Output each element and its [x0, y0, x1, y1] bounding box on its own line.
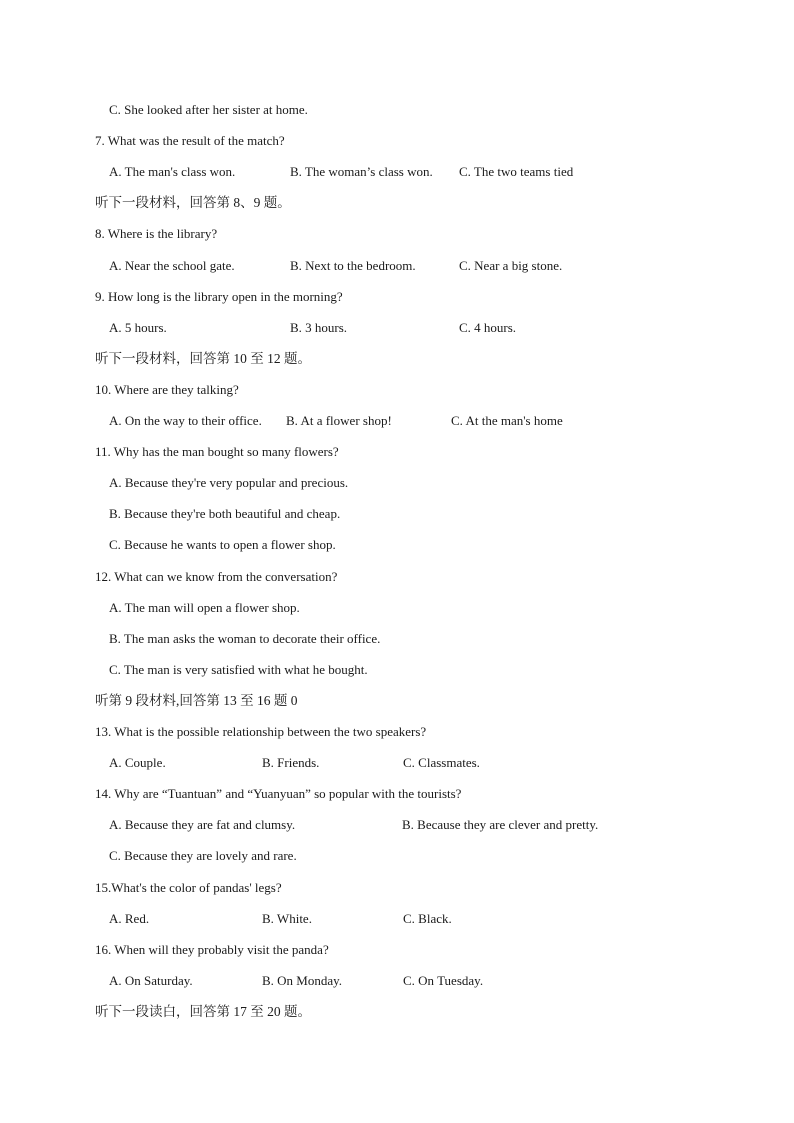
answer-option: C. Near a big stone.	[459, 257, 563, 273]
section-instruction: 听下一段材料，回答第 10 至 12 题。	[95, 350, 311, 366]
question-text: 11. Why has the man bought so many flowers?	[95, 444, 339, 460]
question-text: 8. Where is the library?	[95, 226, 218, 242]
answer-option: A. Near the school gate.	[109, 257, 235, 273]
answer-option: A. Red.	[109, 910, 150, 926]
answer-option: A. Because they are fat and clumsy.	[109, 817, 296, 833]
answer-option: A. Couple.	[109, 755, 166, 771]
section-instruction: 听第 9 段材料,回答第 13 至 16 题 0	[95, 692, 298, 708]
answer-option: B. At a flower shop!	[286, 413, 392, 428]
answer-option: B. Because they are clever and pretty.	[402, 817, 599, 833]
question-text: 9. How long is the library open in the morning?	[95, 288, 343, 304]
answer-option: B. Friends.	[262, 755, 320, 771]
question-text: 10. Where are they talking?	[95, 381, 239, 397]
answer-option: A. The man will open a flower shop.	[109, 599, 300, 615]
answer-option: C. She looked after her sister at home.	[109, 102, 308, 117]
answer-option: A. 5 hours.	[109, 319, 167, 335]
answer-option: C. Black.	[403, 910, 452, 926]
answer-option: C. Because they are lovely and rare.	[109, 848, 297, 864]
section-instruction: 听下一段读白，回答第 17 至 20 题。	[95, 1003, 311, 1019]
answer-option: C. At the man's home	[451, 413, 563, 428]
answer-option: B. Because they're both beautiful and cheap.	[109, 506, 341, 522]
answer-option: C. 4 hours.	[459, 319, 517, 335]
question-text: 16. When will they probably visit the panda?	[95, 941, 329, 957]
answer-option: B. The woman’s class won.	[290, 164, 433, 180]
answer-option: B. White.	[262, 910, 312, 926]
answer-option: A. On Saturday.	[109, 972, 193, 988]
answer-option: C. On Tuesday.	[403, 972, 484, 988]
answer-option: A. On the way to their office.	[109, 413, 262, 428]
question-text: 15.What's the color of pandas' legs?	[95, 879, 282, 895]
answer-option: B. On Monday.	[262, 972, 343, 988]
question-text: 12. What can we know from the conversation?	[95, 568, 338, 584]
answer-option: B. The man asks the woman to decorate their office.	[109, 630, 381, 646]
answer-option: C. The man is very satisfied with what he bought.	[109, 661, 368, 677]
answer-option: C. Classmates.	[403, 755, 480, 771]
answer-option: A. The man's class won.	[109, 164, 236, 180]
answer-option: A. Because they're very popular and precious.	[109, 475, 349, 491]
answer-option: C. The two teams tied	[459, 164, 574, 180]
answer-option: B. Next to the bedroom.	[290, 257, 416, 273]
answer-option: C. Because he wants to open a flower shop.	[109, 537, 336, 553]
question-text: 14. Why are “Tuantuan” and “Yuanyuan” so popular with the tourists?	[95, 786, 462, 802]
question-text: 7. What was the result of the match?	[95, 133, 285, 149]
question-text: 13. What is the possible relationship between the two speakers?	[95, 724, 427, 739]
answer-option: B. 3 hours.	[290, 319, 348, 335]
section-instruction: 听下一段材料，回答第 8、9 题。	[95, 195, 291, 211]
